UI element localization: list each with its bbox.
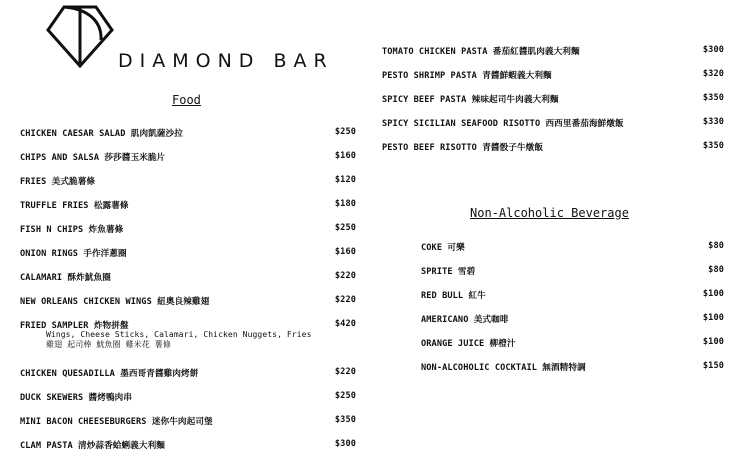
item-name: ONION RINGS 手作洋蔥圈: [20, 249, 127, 259]
item-name: MINI BACON CHEESEBURGERS 迷你牛肉起司堡: [20, 417, 213, 427]
item-price: $220: [334, 367, 356, 377]
item-price: $300: [702, 45, 724, 55]
item-name: CHIPS AND SALSA 莎莎醬玉米脆片: [20, 153, 166, 163]
item-price: $220: [334, 271, 356, 281]
item-price: $250: [334, 391, 356, 401]
item-price: $350: [702, 141, 724, 151]
item-price: $160: [334, 247, 356, 257]
item-name: NON-ALCOHOLIC COCKTAIL 無酒精特調: [421, 363, 586, 373]
item-name: FISH N CHIPS 炸魚薯條: [20, 225, 124, 235]
item-name: PESTO BEEF RISOTTO 青醬骰子牛燉飯: [382, 143, 544, 153]
item-name: ORANGE JUICE 柳橙汁: [421, 339, 516, 349]
item-price: $160: [334, 151, 356, 161]
item-name: TRUFFLE FRIES 松露薯條: [20, 201, 129, 211]
beverage-section-title: Non-Alcoholic Beverage: [470, 206, 629, 220]
item-name: AMERICANO 美式咖啡: [421, 315, 509, 325]
item-name: NEW ORLEANS CHICKEN WINGS 紐奧良辣雞翅: [20, 297, 210, 307]
item-name: FRIED SAMPLER 炸物拼盤: [20, 321, 129, 331]
diamond-logo-icon: [44, 4, 116, 68]
item-price: $80: [708, 241, 724, 251]
item-price: $150: [702, 361, 724, 371]
item-price: $350: [702, 93, 724, 103]
item-price: $350: [334, 415, 356, 425]
item-price: $250: [334, 223, 356, 233]
item-price: $180: [334, 199, 356, 209]
item-name: SPICY BEEF PASTA 辣味起司牛肉義大利麵: [382, 95, 559, 105]
item-price: $120: [334, 175, 356, 185]
item-price: $100: [702, 337, 724, 347]
food-section-title: Food: [172, 93, 201, 107]
item-price: $220: [334, 295, 356, 305]
item-name: PESTO SHRIMP PASTA 青醬鮮蝦義大利麵: [382, 71, 552, 81]
item-name: FRIES 美式脆薯條: [20, 177, 96, 187]
item-price: $100: [702, 289, 724, 299]
item-name: CLAM PASTA 清炒蒜香蛤蜊義大利麵: [20, 441, 165, 451]
item-name: COKE 可樂: [421, 243, 465, 253]
item-description: Wings, Cheese Sticks, Calamari, Chicken Nuggets, Fries: [46, 330, 312, 339]
item-price: $100: [702, 313, 724, 323]
item-name: DUCK SKEWERS 醬烤鴨肉串: [20, 393, 133, 403]
item-name: TOMATO CHICKEN PASTA 番茄紅醬肌肉義大利麵: [382, 47, 580, 57]
item-price: $420: [334, 319, 356, 329]
item-name: CHICKEN CAESAR SALAD 肌肉凱薩沙拉: [20, 129, 183, 139]
item-price: $320: [702, 69, 724, 79]
item-name: CHICKEN QUESADILLA 墨西哥青醬雞肉烤餅: [20, 369, 199, 379]
item-price: $250: [334, 127, 356, 137]
item-price: $80: [708, 265, 724, 275]
item-name: SPICY SICILIAN SEAFOOD RISOTTO 西西里番茄海鮮燉飯: [382, 119, 624, 129]
item-description-zh: 雞翅 起司棒 魷魚圈 雞米花 薯條: [46, 340, 171, 349]
brand-name: DIAMOND BAR: [118, 50, 334, 72]
item-name: RED BULL 紅牛: [421, 291, 486, 301]
item-price: $300: [334, 439, 356, 449]
item-name: SPRITE 雪碧: [421, 267, 476, 277]
item-price: $330: [702, 117, 724, 127]
item-name: CALAMARI 酥炸魷魚圈: [20, 273, 111, 283]
